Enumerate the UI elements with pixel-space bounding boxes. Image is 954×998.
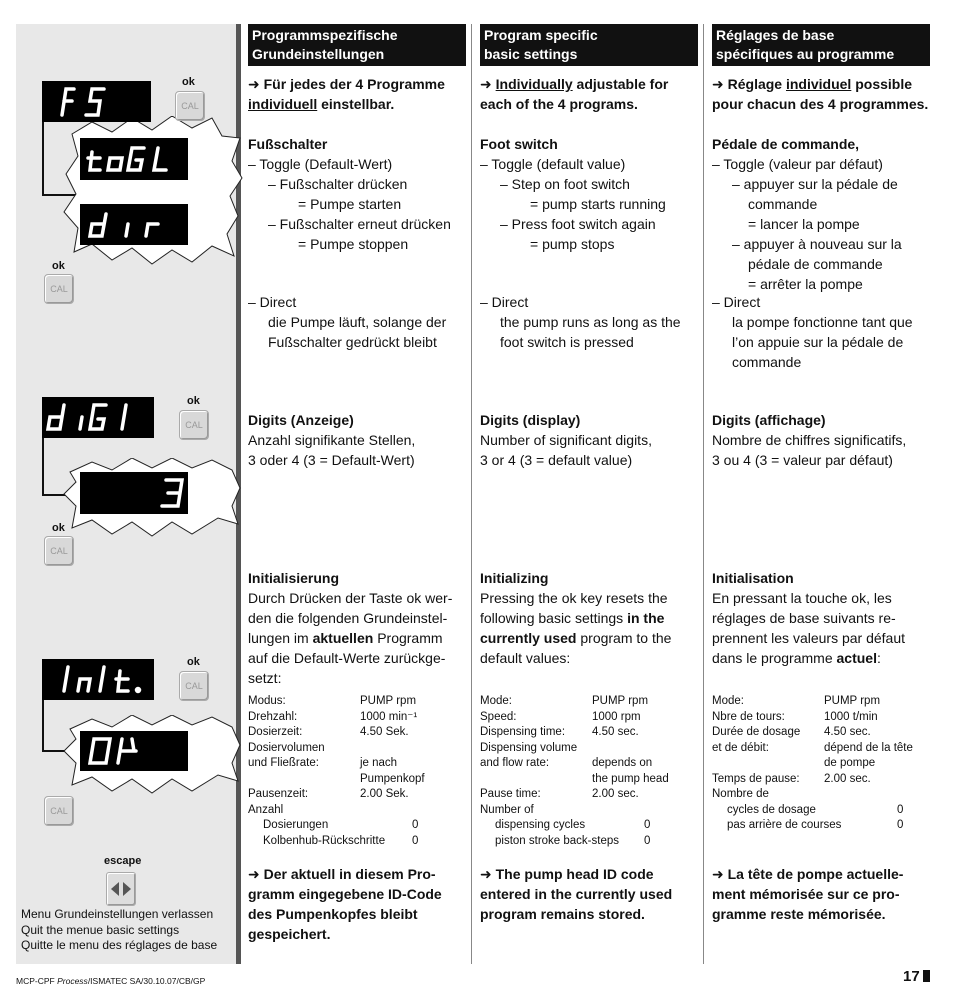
display-ok <box>80 731 188 771</box>
init-section: Initialisation En pressant la touche ok, les réglages de base suivants re- prennent les valeurs par défaut dans le programme actuel: <box>712 570 906 666</box>
arrow-icon: ➜ <box>248 866 260 882</box>
init-section: Initialisierung Durch Drücken der Taste ok wer- den die folgenden Grundeinstel- lungen im aktuellen Programm auf die Default-Werte zurückge- setzt: <box>248 570 453 686</box>
ok-label: ok <box>52 260 65 272</box>
foot-switch-section: Foot switch – Toggle (default value) – Step on foot switch = pump starts running – Press foot switch again = pump stops <box>480 136 666 252</box>
cal-button[interactable]: CAL <box>44 536 74 566</box>
display-3 <box>80 472 188 514</box>
final-note: ➜ Der aktuell in diesem Pro- gramm eingegebene ID-Code des Pumpenkopfes bleibt gespeichert. <box>248 866 442 942</box>
defaults-table: Modus: PUMP rpm Drehzahl: 1000 min⁻¹ Dosierzeit: 4.50 Sek. Dosiervolumen und Fließrate: je nach Pumpenkopf Pausenzeit: 2.00 Sek. Anzahl Dosierungen 0 Kolbenhub-Rückschritte 0 <box>248 695 425 847</box>
cal-button[interactable]: CAL <box>175 91 205 121</box>
column-header: Programmspezifische Grundeinstellungen <box>248 24 466 66</box>
defaults-table: Mode: PUMP rpm Nbre de tours: 1000 t/min Durée de dosage 4.50 sec. et de débit: dépend de la tête de pompe Temps de pause: 2.00 sec. Nombre de cycles de dosage 0 pas arrière de courses 0 <box>712 695 913 831</box>
document-footer: MCP-CPF Process/ISMATEC SA/30.10.07/CB/GP <box>16 976 206 986</box>
column-english <box>480 24 698 922</box>
escape-button[interactable] <box>106 872 136 906</box>
column-separator <box>703 24 704 964</box>
display-dir <box>80 204 188 245</box>
arrow-icon: ➜ <box>480 76 492 92</box>
digits-section: Digits (Anzeige) Anzahl signifikante Stellen, 3 oder 4 (3 = Default-Wert) <box>248 412 416 468</box>
digits-section: Digits (affichage) Nombre de chiffres significatifs, 3 ou 4 (3 = valeur par défaut) <box>712 412 907 468</box>
final-note: ➜ The pump head ID code entered in the currently used program remains stored. <box>480 866 673 922</box>
direct-section: – Direct the pump runs as long as the foot switch is pressed <box>480 294 681 350</box>
final-note: ➜ La tête de pompe actuelle- ment mémorisée sur ce pro- gramme reste mémorisée. <box>712 866 904 922</box>
left-right-arrows-icon <box>107 873 135 905</box>
column-separator <box>471 24 472 964</box>
arrow-icon: ➜ <box>248 76 260 92</box>
direct-section: – Direct la pompe fonctionne tant que l’on appuie sur la pédale de commande <box>712 294 913 370</box>
display-digi <box>42 397 154 438</box>
direct-section: – Direct die Pumpe läuft, solange der Fußschalter gedrückt bleibt <box>248 294 447 350</box>
column-german <box>248 24 466 942</box>
escape-label: escape <box>104 855 142 867</box>
cal-button[interactable]: CAL <box>179 410 209 440</box>
display-init <box>42 659 154 700</box>
init-section: Initializing Pressing the ok key resets the following basic settings in the currently used program to the default values: <box>480 570 672 666</box>
cal-button[interactable]: CAL <box>44 796 74 826</box>
cal-button[interactable]: CAL <box>179 671 209 701</box>
ok-label: ok <box>187 395 200 407</box>
ok-label: ok <box>187 656 200 668</box>
digits-section: Digits (display) Number of significant digits, 3 or 4 (3 = default value) <box>480 412 652 468</box>
arrow-icon: ➜ <box>712 866 724 882</box>
exit-note: Menu Grundeinstellungen verlassen Quit the menue basic settings Quitte le menu des réglages de base <box>21 907 218 952</box>
page-number: 17 <box>903 968 930 985</box>
arrow-icon: ➜ <box>480 866 492 882</box>
intro: ➜ Individually adjustable for each of the 4 programs. <box>480 76 669 112</box>
foot-switch-section: Pédale de commande, – Toggle (valeur par défaut) – appuyer sur la pédale de commande = lancer la pompe – appuyer à nouveau sur la pédale de commande = arrêter la pompe <box>712 136 902 292</box>
ok-label: ok <box>52 522 65 534</box>
column-header: Program specific basic settings <box>480 24 698 66</box>
defaults-table: Mode: PUMP rpm Speed: 1000 rpm Dispensing time: 4.50 sec. Dispensing volume and flow rate: depends on the pump head Pause time: 2.00 sec. Number of dispensing cycles 0 piston stroke back-steps 0 <box>480 695 669 847</box>
arrow-icon: ➜ <box>712 76 724 92</box>
display-togl <box>80 138 188 180</box>
ok-label: ok <box>182 76 195 88</box>
column-header: Réglages de base spécifiques au programme <box>712 24 930 66</box>
display-fs <box>42 81 151 122</box>
foot-switch-section: Fußschalter – Toggle (Default-Wert) – Fußschalter drücken = Pumpe starten – Fußschalter erneut drücken = Pumpe stoppen <box>248 136 451 252</box>
cal-button[interactable]: CAL <box>44 274 74 304</box>
intro: ➜ Für jedes der 4 Programme individuell einstellbar. <box>248 76 445 112</box>
column-french <box>712 24 930 922</box>
intro: ➜ Réglage individuel possible pour chacun des 4 programmes. <box>712 76 929 112</box>
